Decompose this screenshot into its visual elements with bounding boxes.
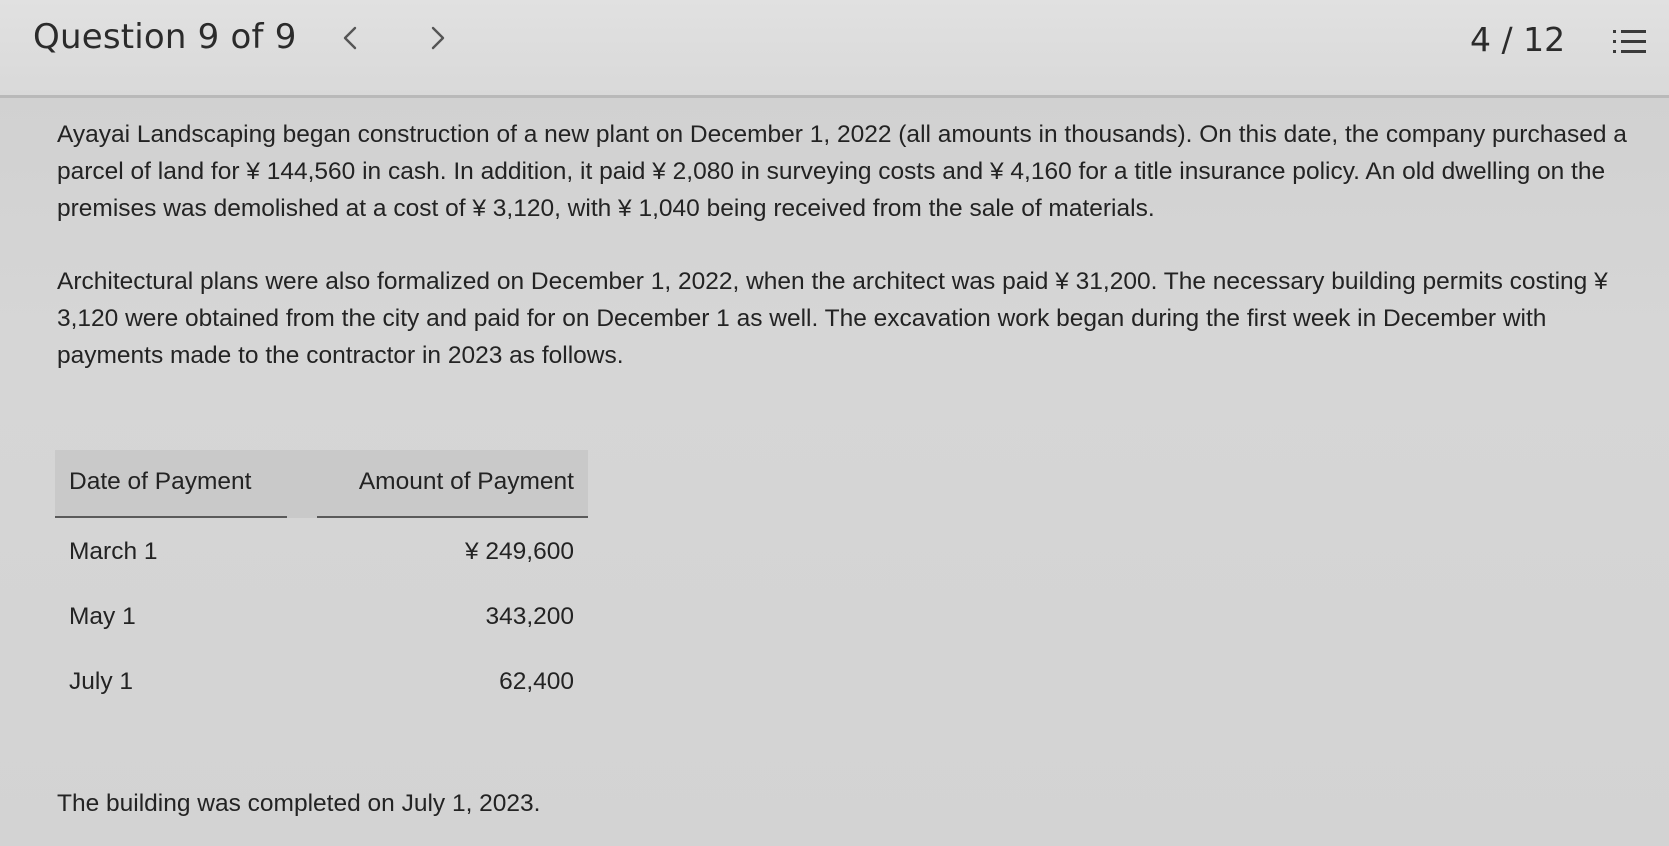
- payment-table: [55, 450, 588, 713]
- chevron-right-icon: [429, 25, 447, 51]
- table-row: [55, 518, 588, 583]
- completion-note: The building was completed on July 1, 2023.: [57, 790, 541, 817]
- problem-paragraph-2: Architectural plans were also formalized on December 1, 2022, when the architect was paid ¥ 31,200. The necessary building permits costing ¥ 3,120 were obtained from the city and paid for on December 1 as well. The excavation work began during the first week in December with payments made to the contractor in 2023 as follows.: [57, 268, 1608, 369]
- problem-paragraph-1: Ayayai Landscaping began construction of a new plant on December 1, 2022 (all amounts in thousands). On this date, the company purchased a parcel of land for ¥ 144,560 in cash. In addition, it paid ¥ 2,080 in surveying costs and ¥ 4,160 for a title insurance policy. An old dwelling on the premises was demolished at a cost of ¥ 3,120, with ¥ 1,040 being received from the sale of materials.: [57, 121, 1627, 222]
- table-row: [55, 583, 588, 648]
- payment-amount: 62,400: [499, 668, 574, 695]
- payment-date: March 1: [69, 538, 158, 565]
- problem-statement: [57, 116, 1647, 374]
- previous-question-button[interactable]: [330, 14, 370, 62]
- payment-amount: ¥ 249,600: [465, 538, 574, 565]
- payment-date: July 1: [69, 668, 134, 695]
- table-row: [55, 648, 588, 713]
- table-header-row: [55, 450, 588, 518]
- chevron-left-icon: [341, 25, 359, 51]
- question-title: Question 9 of 9: [33, 17, 297, 57]
- payment-amount: 343,200: [485, 603, 574, 630]
- column-header-amount: Amount of Payment: [358, 468, 574, 495]
- next-question-button[interactable]: [418, 14, 458, 62]
- question-header: [0, 0, 1669, 98]
- question-list-button[interactable]: [1610, 22, 1650, 62]
- column-header-date: Date of Payment: [69, 468, 252, 495]
- numbered-list-icon: [1613, 27, 1647, 57]
- page-counter: 4 / 12: [1470, 20, 1566, 59]
- payment-date: May 1: [69, 603, 136, 630]
